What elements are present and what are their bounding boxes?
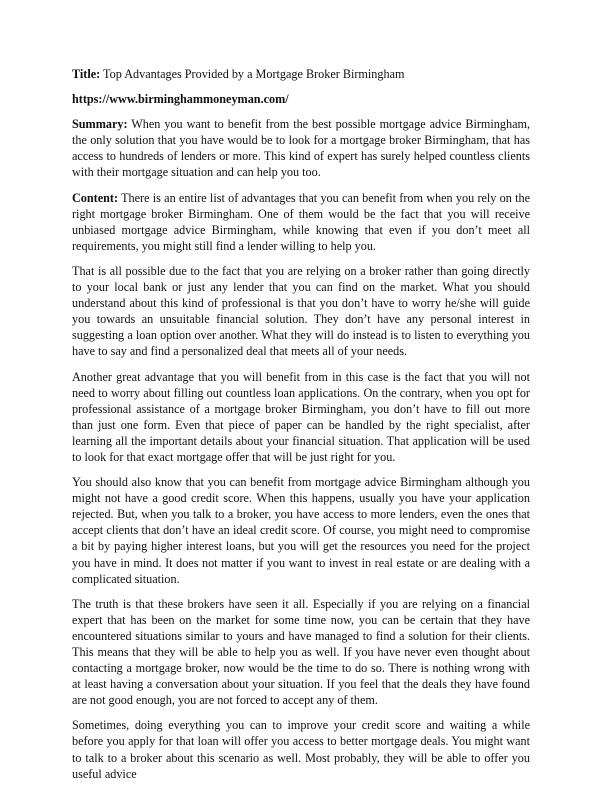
body-paragraph: That is all possible due to the fact that you are relying on a broker rather than going directly to your local bank or just any lender that you can find on the market. What you should understand about this kind of professional is that you don’t have to worry he/she will guide you towards an unsuitable financial solution. They don’t have any personal interest in suggesting a loan option over another. What they will do instead is to listen to everything you have to say and find a personalized deal that meets all of your needs. [72, 263, 530, 359]
content-text: There is an entire list of advantages that you can benefit from when you rely on the right mortgage broker Birmingham. One of them would be the fact that you will receive unbiased mortgage advice Birmingham, while knowing that even if you don’t meet all requirements, you might still find a lender willing to help you. [72, 190, 530, 253]
body-paragraph: The truth is that these brokers have seen it all. Especially if you are relying on a financial expert that has been on the market for some time now, you can be certain that they have encountered situations similar to yours and have managed to find a solution for their clients. This means that they will be able to help you as well. If you have never even thought about contacting a mortgage broker, now would be the time to do so. There is nothing wrong with at least having a conversation about your situation. If you feel that the deals they have found are not good enough, you are not forced to accept any of them. [72, 596, 530, 708]
title-label: Title: [72, 67, 101, 81]
document-page [72, 66, 530, 791]
title-text: Top Advantages Provided by a Mortgage Broker Birmingham [100, 67, 405, 81]
document-title [72, 66, 530, 82]
summary-text: When you want to benefit from the best possible mortgage advice Birmingham, the only solution that you have would be to look for a mortgage broker Birmingham, that has access to hundreds of lenders or more. This kind of expert has surely helped countless clients with their mortgage situation and can help you too. [72, 117, 530, 180]
summary-label: Summary: [72, 117, 128, 132]
body-paragraph: Another great advantage that you will benefit from in this case is the fact that you will not need to worry about filling out countless loan applications. On the contrary, when you opt for professional assistance of a mortgage broker Birmingham, you don’t have to fill out more than just one form. Even that piece of paper can be handled by the right specialist, after learning all the important details about your financial situation. That application will be used to look for that exact mortgage offer that will be just right for you. [72, 369, 530, 464]
body-paragraph: You should also know that you can benefit from mortgage advice Birmingham although you might not have a good credit score. When this happens, usually you have your application rejected. But, when you talk to a broker, you have access to more lenders, even the ones that accept clients that don’t have an ideal credit score. Of course, you might need to compromise a bit by paying higher interest loans, but you will get the resources you need for the project you have in mind. It does not matter if you want to invest in real estate or are dealing with a complicated situation. [72, 475, 530, 586]
summary-paragraph [72, 116, 530, 180]
content-label: Content: [72, 190, 119, 205]
content-paragraph [72, 190, 530, 254]
website-url: https://www.birminghammoneyman.com/ [72, 92, 289, 107]
body-paragraph: Sometimes, doing everything you can to improve your credit score and waiting a while before you apply for that loan will offer you access to better mortgage deals. You might want to talk to a broker about this scenario as well. Most probably, they will be able to offer you useful advice [72, 718, 530, 781]
